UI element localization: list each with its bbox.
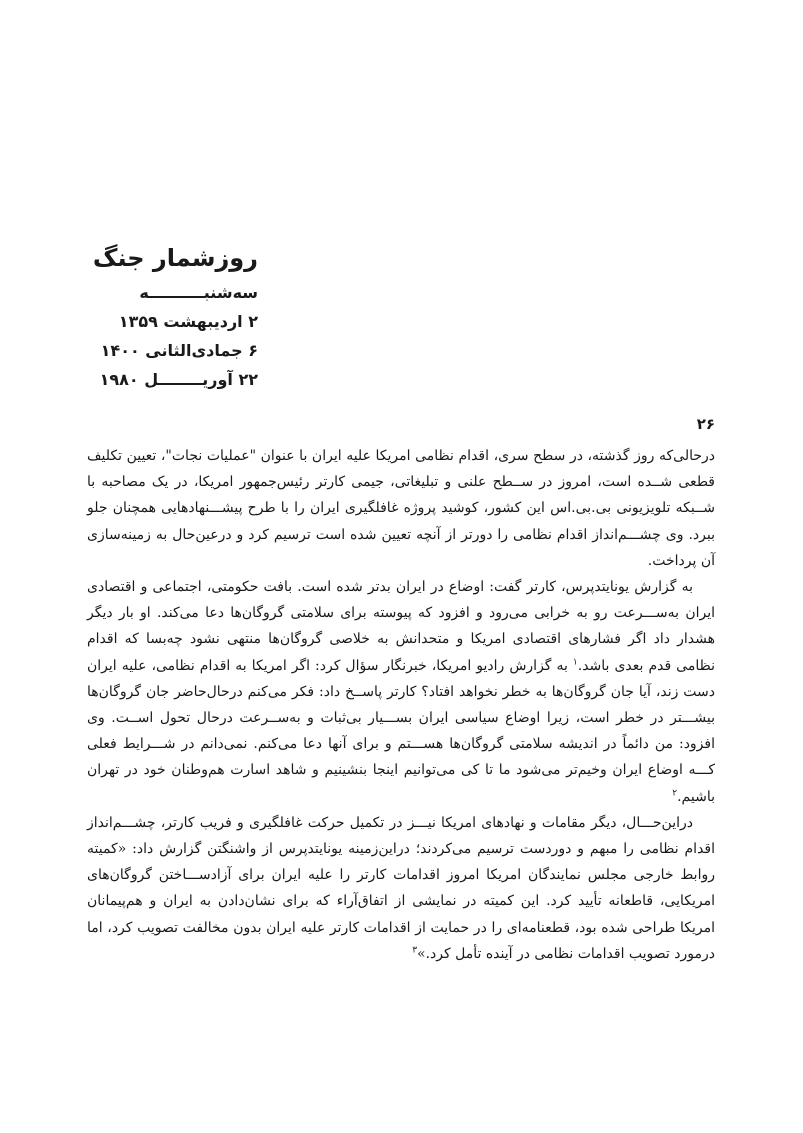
paragraph-2-text: به گزارش یونایتدپرس، کارتر گفت: اوضاع در ایران بدتر شده است. بافت حکومتی، اجتماعی و اقتصادی ایران به‌ســـرعت رو به خرابی می‌رود و افزود که پیوسته برای سلامتی گروگان‌ها دعا می‌کند. او بار دیگر هشدار داد اگر فشارهای اقتصادی امریکا و متحدانش به خلاصی گروگان‌ها منتهی نشود چه‌بسا که اقدام نظامی قدم بعدی باشد. <box>87 579 715 674</box>
page-number: ۲۶ <box>696 415 715 433</box>
date-lunar: ۶ جمادی‌الثانی ۱۴۰۰ <box>100 341 258 360</box>
date-gregorian: ۲۲ آوریــــــــل ۱۹۸۰ <box>99 370 258 389</box>
paragraph-2 <box>87 574 715 810</box>
footnote-marker-2[interactable]: ۲ <box>672 787 678 798</box>
date-solar: ۲ اردیبهشت ۱۳۵۹ <box>118 312 258 331</box>
chronicle-title: روزشمار جنگ <box>92 244 258 272</box>
paragraph-3 <box>87 810 715 967</box>
footnote-marker-3[interactable]: ۳ <box>412 945 418 956</box>
paragraph-1-text: درحالی‌که روز گذشته، در سطح سری، اقدام نظامی امریکا علیه ایران با عنوان "عملیات نجات"، تعیین تکلیف قطعی شــده است، امروز در ســطح علنی و تبلیغاتی، جیمی کارتر رئیس‌جمهور امریکا، در یک مصاحبه با شــبکه تلویزیونی بی.بی.اس این کشور، کوشید پروژه غافلگیری ایران را با طرح پیشـــنهادهایی همچنان جلو ببرد. وی چشـــم‌انداز اقدام نظامی را دورتر از آنچه تعیین شده است ترسیم کرد و درعین‌حال به زمینه‌سازی آن پرداخت. <box>87 448 715 569</box>
paragraph-2-text-cont: به گزارش رادیو امریکا، خبرنگار سؤال کرد: اگر امریکا به اقدام نظامی، علیه ایران دست زند، آیا جان گروگان‌ها به خطر نخواهد افتاد؟ کارتر پاســخ داد: فکر می‌کنم درحال‌حاضر جان گروگان‌ها بیشـــتر در خطر است، زیرا اوضاع سیاسی ایران بســـیار بی‌ثبات و به‌ســرعت درحال تحول اســت. وی افزود: من دائماً در اندیشه سلامتی گروگان‌ها هســـتم و برای آنها دعا می‌کنم. نمی‌دانم در شـــرایط فعلی کـــه اوضاع ایران وخیم‌تر می‌شود ما تا کی می‌توانیم اینجا بنشینیم و شاهد اسارت هم‌وطنان خود در تهران باشیم. <box>87 657 715 805</box>
footnote-marker-1[interactable]: ۱ <box>572 656 578 667</box>
weekday: سه‌شنبــــــــــه <box>139 283 258 302</box>
paragraph-3-text: دراین‌حـــال، دیگر مقامات و نهادهای امریکا نیـــز در تکمیل حرکت غافلگیری و فریب کارتر، چشـــم‌انداز اقدام نظامی را مبهم و دوردست ترسیم می‌کردند؛ دراین‌زمینه یونایتدپرس از واشنگتن گزارش داد: «کمیته روابط خارجی مجلس نمایندگان امریکا امروز اقدامات کارتر را علیه ایران برای آزادســـاختن گروگان‌های امریکایی، قاطعانه تأیید کرد. این کمیته در نمایشی از اتفاق‌آراء که برای نشان‌دادن به ایران و هم‌پیمانان امریکا طراحی شده بود، قطعنامه‌ای را در حمایت از اقدامات کارتر علیه ایران بدون مخالفت تصویب کرد، اما درمورد تصویب اقدامات نظامی در آینده تأمل کرد.» <box>87 814 715 962</box>
body-text <box>87 443 715 967</box>
paragraph-1 <box>87 443 715 574</box>
chronicle-header <box>38 240 258 394</box>
